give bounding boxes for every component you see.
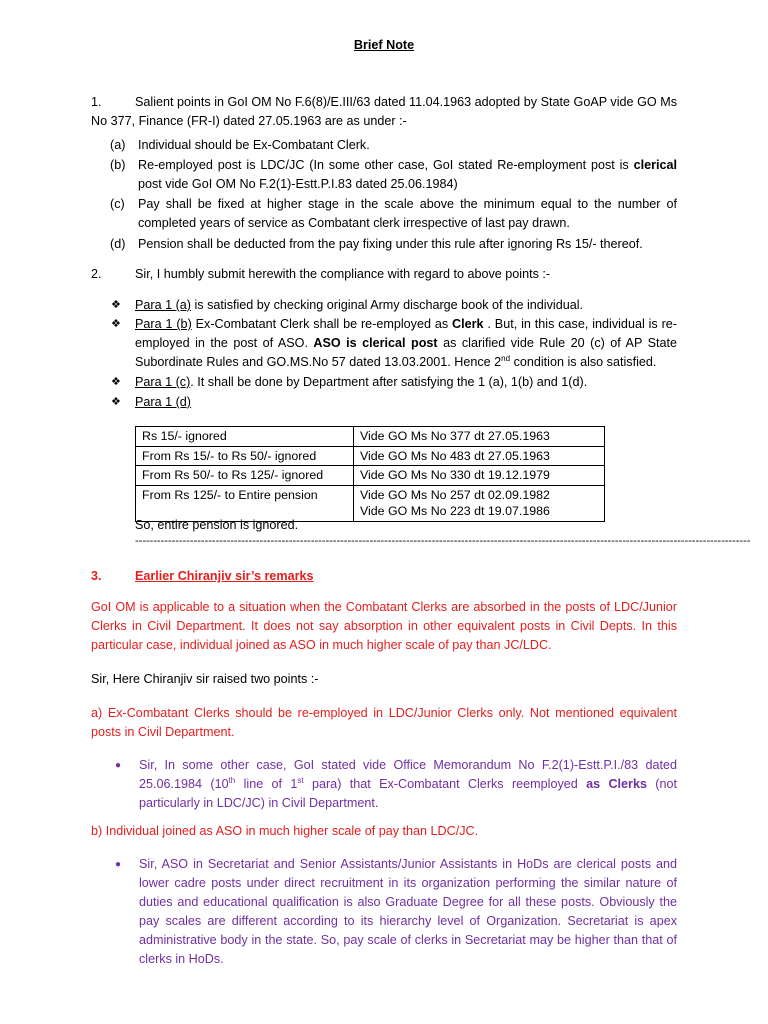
point-b-text: b) Individual joined as ASO in much higher scale of pay than LDC/JC. [91, 824, 479, 838]
paragraph-3-heading [91, 567, 677, 586]
table-cell: From Rs 15/- to Rs 50/- ignored [136, 446, 354, 466]
reply-b-text: Sir, ASO in Secretariat and Senior Assistants/Junior Assistants in HoDs are clerical posts and lower cadre posts under direct recruitment in its organization performing the similar nature of duties and educational qualification is also Graduate Degree for all these posts. Obviously the pay scales are different according to its hierarchy level of Organization. Secretariat is apex administrative body in the state. So, pay scale of clerks in Secretariat may be higher than that of clerks in HoDs. [139, 857, 677, 966]
para-reference: Para 1 (c) [135, 375, 191, 389]
table-row [136, 446, 605, 466]
reply-a [115, 756, 677, 813]
list-item [110, 195, 677, 233]
table-cell: Vide GO Ms No 483 dt 27.05.1963 [354, 446, 605, 466]
list-item [110, 156, 677, 194]
table-row [136, 466, 605, 486]
paragraph-2-text: Sir, I humbly submit herewith the compliance with regard to above points :- [135, 267, 551, 281]
dashed-divider: ------------------------------------------------------------------------------------------------------------------------------------------------------------------------ [135, 535, 751, 547]
table-cell: Rs 15/- ignored [136, 427, 354, 447]
list-item-text: Re-employed post is LDC/JC (In some other case, GoI stated Re-employment post is clerical post vide GoI OM No F.2(1)-Estt.P.I.83 dated 25.06.1984) [138, 158, 677, 191]
list-item-label: (c) [110, 197, 125, 211]
list-item-text: Pension shall be deducted from the pay fixing under this rule after ignoring Rs 15/- thereof. [138, 237, 643, 251]
paragraph-3-number: 3. [91, 569, 102, 583]
reply-b [115, 855, 677, 969]
diamond-bullet-icon: ❖ [111, 396, 121, 408]
pension-table [135, 426, 605, 522]
para-reference: Para 1 (a) [135, 298, 191, 312]
paragraph-1-number: 1. [91, 95, 102, 109]
para-reference: Para 1 (b) [135, 317, 192, 331]
intro-text: Sir, Here Chiranjiv sir raised two points :- [91, 672, 319, 686]
diamond-bullet-icon: ❖ [111, 376, 121, 388]
paragraph-1-text: Salient points in GoI OM No F.6(8)/E.III/63 dated 11.04.1963 adopted by State GoAP vide GO Ms No 377, Finance (FR-I) dated 27.05.1963 are as under :- [91, 95, 677, 128]
list-item [110, 235, 677, 254]
section-heading: Earlier Chiranjiv sir’s remarks [135, 569, 314, 583]
table-row [136, 427, 605, 447]
paragraph-1 [91, 93, 677, 131]
table-cell: Vide GO Ms No 257 dt 02.09.1982 Vide GO Ms No 223 dt 19.07.1986 [354, 485, 605, 521]
paragraph-2 [91, 265, 677, 284]
bullet-dot-icon: ● [115, 859, 122, 870]
table-cell: From Rs 125/- to Entire pension [136, 485, 354, 521]
list-item-text: Pay shall be fixed at higher stage in the scale above the minimum equal to the number of completed years of service as Combatant clerk irrespective of last pay drawn. [138, 197, 677, 230]
list-item-label: (a) [110, 138, 126, 152]
para-reference: Para 1 (d) [135, 395, 191, 409]
table-note: So, entire pension is ignored. [135, 518, 299, 532]
diamond-bullet-icon: ❖ [111, 318, 121, 330]
list-item-text: Individual should be Ex-Combatant Clerk. [138, 138, 370, 152]
bullet-item: ❖ Para 1 (a) is satisfied by checking original Army discharge book of the individual. [111, 296, 677, 315]
paragraph-2-number: 2. [91, 267, 102, 281]
table-cell: Vide GO Ms No 330 dt 19.12.1979 [354, 466, 605, 486]
page-title: Brief Note [353, 38, 415, 52]
point-a-text: a) Ex-Combatant Clerks should be re-employed in LDC/Junior Clerks only. Not mentioned equivalent posts in Civil Department. [91, 706, 677, 739]
diamond-bullet-icon: ❖ [111, 299, 121, 311]
reply-a-text: Sir, In some other case, GoI stated vide Office Memorandum No F.2(1)-Estt.P.I./83 dated 25.06.1984 (10th line of 1st para) that Ex-Combatant Clerks reemployed as Clerks (not particularly in LDC/JC) in Civil Department. [139, 758, 677, 810]
list-item-label: (d) [110, 237, 126, 251]
list-item-label: (b) [110, 158, 126, 172]
table-cell: Vide GO Ms No 377 dt 27.05.1963 [354, 427, 605, 447]
bullet-item [111, 393, 677, 412]
table-cell: From Rs 50/- to Rs 125/- ignored [136, 466, 354, 486]
remark-text: GoI OM is applicable to a situation when the Combatant Clerks are absorbed in the posts of LDC/Junior Clerks in Civil Department. It does not say absorption in other equivalent posts in Civil Depts. In this particular case, individual joined as ASO in much higher scale of pay than JC/LDC. [91, 600, 677, 652]
bullet-item: ❖ Para 1 (c). It shall be done by Department after satisfying the 1 (a), 1(b) and 1(d). [111, 373, 677, 392]
bullet-dot-icon: ● [115, 760, 122, 771]
list-item [110, 136, 677, 155]
bullet-item: ❖ Para 1 (b) Ex-Combatant Clerk shall be re-employed as Clerk . But, in this case, individual is re-employed in the post of ASO. ASO is clerical post as clarified vide Rule 20 (c) of AP State Subordinate Rules and GO.MS.No 57 dated 13.03.2001. Hence 2nd condition is also satisfied. [111, 317, 677, 369]
